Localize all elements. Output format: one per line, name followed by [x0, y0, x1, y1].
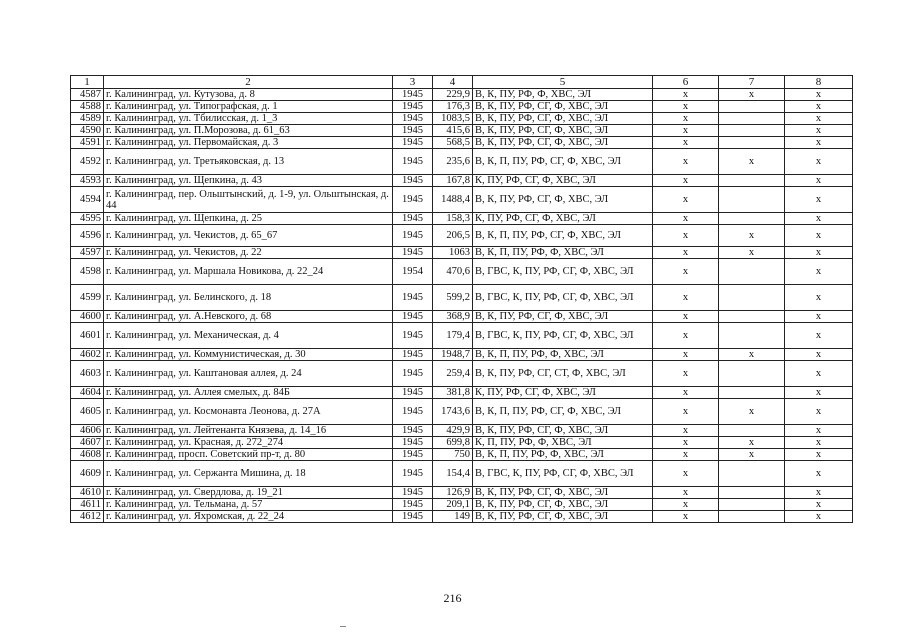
- services-cell: В, ГВС, К, ПУ, РФ, СГ, Ф, ХВС, ЭЛ: [473, 323, 653, 349]
- year-cell: 1954: [393, 259, 433, 285]
- table-row: [71, 311, 853, 323]
- column-8-cell: х: [785, 311, 853, 323]
- year-cell: 1945: [393, 187, 433, 213]
- area-cell: 568,5: [433, 137, 473, 149]
- table-row: [71, 499, 853, 511]
- services-cell: В, К, П, ПУ, РФ, Ф, ХВС, ЭЛ: [473, 449, 653, 461]
- row-number-cell: 4611: [71, 499, 104, 511]
- address-cell: г. Калининград, ул. Сержанта Мишина, д. 18: [104, 461, 393, 487]
- area-cell: 126,9: [433, 487, 473, 499]
- table-row: [71, 285, 853, 311]
- column-8-cell: х: [785, 175, 853, 187]
- address-cell: г. Калининград, ул. Щепкина, д. 25: [104, 213, 393, 225]
- table-row: [71, 101, 853, 113]
- area-cell: 229,9: [433, 89, 473, 101]
- table-row: [71, 487, 853, 499]
- area-cell: 381,8: [433, 387, 473, 399]
- area-cell: 176,3: [433, 101, 473, 113]
- column-8-cell: х: [785, 511, 853, 523]
- year-cell: 1945: [393, 311, 433, 323]
- area-cell: 429,9: [433, 425, 473, 437]
- table-row: [71, 175, 853, 187]
- area-cell: 1063: [433, 247, 473, 259]
- address-cell: г. Калининград, ул. Первомайская, д. 3: [104, 137, 393, 149]
- column-8-cell: х: [785, 425, 853, 437]
- column-6-cell: х: [653, 311, 719, 323]
- column-7-cell: [719, 137, 785, 149]
- column-7-cell: [719, 113, 785, 125]
- area-cell: 750: [433, 449, 473, 461]
- row-number-cell: 4590: [71, 125, 104, 137]
- row-number-cell: 4591: [71, 137, 104, 149]
- column-7-cell: х: [719, 149, 785, 175]
- address-cell: г. Калининград, ул. П.Морозова, д. 61_63: [104, 125, 393, 137]
- row-number-cell: 4612: [71, 511, 104, 523]
- address-cell: г. Калининград, ул. Чекистов, д. 22: [104, 247, 393, 259]
- column-6-cell: х: [653, 349, 719, 361]
- row-number-cell: 4601: [71, 323, 104, 349]
- address-cell: г. Калининград, ул. Щепкина, д. 43: [104, 175, 393, 187]
- row-number-cell: 4600: [71, 311, 104, 323]
- column-6-cell: х: [653, 425, 719, 437]
- year-cell: 1945: [393, 101, 433, 113]
- column-6-cell: х: [653, 387, 719, 399]
- row-number-cell: 4610: [71, 487, 104, 499]
- column-8-cell: х: [785, 387, 853, 399]
- address-cell: г. Калининград, ул. Тбилисская, д. 1_3: [104, 113, 393, 125]
- services-cell: В, К, ПУ, РФ, СГ, СТ, Ф, ХВС, ЭЛ: [473, 361, 653, 387]
- scan-mark: [340, 626, 346, 627]
- services-cell: К, ПУ, РФ, СГ, Ф, ХВС, ЭЛ: [473, 175, 653, 187]
- services-cell: В, К, ПУ, РФ, СГ, Ф, ХВС, ЭЛ: [473, 137, 653, 149]
- column-6-cell: х: [653, 511, 719, 523]
- address-cell: г. Калининград, ул. Тельмана, д. 57: [104, 499, 393, 511]
- table-row: [71, 89, 853, 101]
- services-cell: В, К, ПУ, РФ, СГ, Ф, ХВС, ЭЛ: [473, 125, 653, 137]
- column-7-cell: [719, 461, 785, 487]
- housing-registry-table: [70, 75, 853, 523]
- year-cell: 1945: [393, 461, 433, 487]
- row-number-cell: 4606: [71, 425, 104, 437]
- table-body: [71, 89, 853, 523]
- column-header: 1: [71, 76, 104, 89]
- column-7-cell: [719, 361, 785, 387]
- column-6-cell: х: [653, 125, 719, 137]
- services-cell: В, ГВС, К, ПУ, РФ, СГ, Ф, ХВС, ЭЛ: [473, 259, 653, 285]
- services-cell: В, К, ПУ, РФ, СГ, Ф, ХВС, ЭЛ: [473, 499, 653, 511]
- table-row: [71, 137, 853, 149]
- area-cell: 167,8: [433, 175, 473, 187]
- row-number-cell: 4605: [71, 399, 104, 425]
- services-cell: В, К, П, ПУ, РФ, СГ, Ф, ХВС, ЭЛ: [473, 149, 653, 175]
- services-cell: В, К, ПУ, РФ, СГ, Ф, ХВС, ЭЛ: [473, 311, 653, 323]
- column-7-cell: [719, 175, 785, 187]
- year-cell: 1945: [393, 89, 433, 101]
- row-number-cell: 4598: [71, 259, 104, 285]
- column-8-cell: х: [785, 437, 853, 449]
- column-7-cell: х: [719, 349, 785, 361]
- column-8-cell: х: [785, 101, 853, 113]
- area-cell: 149: [433, 511, 473, 523]
- table-row: [71, 323, 853, 349]
- table-header-row: [71, 76, 853, 89]
- column-header: 5: [473, 76, 653, 89]
- column-7-cell: х: [719, 399, 785, 425]
- column-header: 3: [393, 76, 433, 89]
- column-6-cell: х: [653, 399, 719, 425]
- year-cell: 1945: [393, 511, 433, 523]
- address-cell: г. Калининград, ул. А.Невского, д. 68: [104, 311, 393, 323]
- row-number-cell: 4597: [71, 247, 104, 259]
- table-row: [71, 399, 853, 425]
- area-cell: 368,9: [433, 311, 473, 323]
- services-cell: В, К, ПУ, РФ, СГ, Ф, ХВС, ЭЛ: [473, 101, 653, 113]
- column-8-cell: х: [785, 113, 853, 125]
- address-cell: г. Калининград, ул. Лейтенанта Князева, д. 14_16: [104, 425, 393, 437]
- area-cell: 1488,4: [433, 187, 473, 213]
- services-cell: В, ГВС, К, ПУ, РФ, СГ, Ф, ХВС, ЭЛ: [473, 461, 653, 487]
- column-7-cell: [719, 125, 785, 137]
- row-number-cell: 4593: [71, 175, 104, 187]
- year-cell: 1945: [393, 213, 433, 225]
- column-7-cell: х: [719, 247, 785, 259]
- area-cell: 158,3: [433, 213, 473, 225]
- address-cell: г. Калининград, ул. Аллея смелых, д. 84Б: [104, 387, 393, 399]
- area-cell: 209,1: [433, 499, 473, 511]
- services-cell: В, К, ПУ, РФ, СГ, Ф, ХВС, ЭЛ: [473, 113, 653, 125]
- column-7-cell: х: [719, 225, 785, 247]
- row-number-cell: 4589: [71, 113, 104, 125]
- address-cell: г. Калининград, ул. Механическая, д. 4: [104, 323, 393, 349]
- column-8-cell: х: [785, 125, 853, 137]
- address-cell: г. Калининград, ул. Типографская, д. 1: [104, 101, 393, 113]
- column-7-cell: [719, 101, 785, 113]
- year-cell: 1945: [393, 225, 433, 247]
- address-cell: г. Калининград, ул. Чекистов, д. 65_67: [104, 225, 393, 247]
- services-cell: В, К, ПУ, РФ, СГ, Ф, ХВС, ЭЛ: [473, 511, 653, 523]
- column-7-cell: х: [719, 449, 785, 461]
- area-cell: 206,5: [433, 225, 473, 247]
- table-row: [71, 449, 853, 461]
- column-6-cell: х: [653, 323, 719, 349]
- column-6-cell: х: [653, 225, 719, 247]
- year-cell: 1945: [393, 499, 433, 511]
- year-cell: 1945: [393, 175, 433, 187]
- table-row: [71, 149, 853, 175]
- services-cell: В, ГВС, К, ПУ, РФ, СГ, Ф, ХВС, ЭЛ: [473, 285, 653, 311]
- year-cell: 1945: [393, 437, 433, 449]
- address-cell: г. Калининград, ул. Космонавта Леонова, д. 27А: [104, 399, 393, 425]
- row-number-cell: 4594: [71, 187, 104, 213]
- column-8-cell: х: [785, 187, 853, 213]
- column-8-cell: х: [785, 361, 853, 387]
- services-cell: К, ПУ, РФ, СГ, Ф, ХВС, ЭЛ: [473, 213, 653, 225]
- column-6-cell: х: [653, 89, 719, 101]
- column-8-cell: х: [785, 149, 853, 175]
- area-cell: 259,4: [433, 361, 473, 387]
- table-row: [71, 247, 853, 259]
- year-cell: 1945: [393, 137, 433, 149]
- year-cell: 1945: [393, 149, 433, 175]
- services-cell: В, К, ПУ, РФ, СГ, Ф, ХВС, ЭЛ: [473, 187, 653, 213]
- table-row: [71, 511, 853, 523]
- column-7-cell: х: [719, 437, 785, 449]
- table-row: [71, 437, 853, 449]
- page-number: 216: [443, 591, 462, 605]
- column-8-cell: х: [785, 137, 853, 149]
- column-6-cell: х: [653, 449, 719, 461]
- area-cell: 699,8: [433, 437, 473, 449]
- area-cell: 1743,6: [433, 399, 473, 425]
- area-cell: 470,6: [433, 259, 473, 285]
- year-cell: 1945: [393, 349, 433, 361]
- area-cell: 154,4: [433, 461, 473, 487]
- year-cell: 1945: [393, 425, 433, 437]
- column-6-cell: х: [653, 187, 719, 213]
- column-6-cell: х: [653, 113, 719, 125]
- column-8-cell: х: [785, 225, 853, 247]
- column-6-cell: х: [653, 247, 719, 259]
- year-cell: 1945: [393, 323, 433, 349]
- table-row: [71, 349, 853, 361]
- year-cell: 1945: [393, 449, 433, 461]
- column-7-cell: [719, 511, 785, 523]
- column-8-cell: х: [785, 449, 853, 461]
- address-cell: г. Калининград, ул. Каштановая аллея, д. 24: [104, 361, 393, 387]
- column-7-cell: [719, 285, 785, 311]
- row-number-cell: 4599: [71, 285, 104, 311]
- column-8-cell: х: [785, 285, 853, 311]
- column-8-cell: х: [785, 487, 853, 499]
- column-6-cell: х: [653, 499, 719, 511]
- row-number-cell: 4609: [71, 461, 104, 487]
- column-6-cell: х: [653, 175, 719, 187]
- year-cell: 1945: [393, 399, 433, 425]
- column-6-cell: х: [653, 361, 719, 387]
- column-6-cell: х: [653, 437, 719, 449]
- services-cell: В, К, П, ПУ, РФ, Ф, ХВС, ЭЛ: [473, 247, 653, 259]
- address-cell: г. Калининград, ул. Свердлова, д. 19_21: [104, 487, 393, 499]
- column-7-cell: [719, 499, 785, 511]
- column-7-cell: [719, 323, 785, 349]
- services-cell: В, К, П, ПУ, РФ, Ф, ХВС, ЭЛ: [473, 349, 653, 361]
- column-8-cell: х: [785, 399, 853, 425]
- services-cell: В, К, ПУ, РФ, Ф, ХВС, ЭЛ: [473, 89, 653, 101]
- column-header: 6: [653, 76, 719, 89]
- table-row: [71, 213, 853, 225]
- row-number-cell: 4595: [71, 213, 104, 225]
- table-row: [71, 225, 853, 247]
- row-number-cell: 4604: [71, 387, 104, 399]
- table-row: [71, 125, 853, 137]
- row-number-cell: 4592: [71, 149, 104, 175]
- column-7-cell: [719, 187, 785, 213]
- address-cell: г. Калининград, ул. Третьяковская, д. 13: [104, 149, 393, 175]
- column-6-cell: х: [653, 101, 719, 113]
- table-row: [71, 361, 853, 387]
- address-cell: г. Калининград, ул. Белинского, д. 18: [104, 285, 393, 311]
- column-7-cell: х: [719, 89, 785, 101]
- services-cell: К, П, ПУ, РФ, Ф, ХВС, ЭЛ: [473, 437, 653, 449]
- column-7-cell: [719, 213, 785, 225]
- address-cell: г. Калининград, ул. Маршала Новикова, д. 22_24: [104, 259, 393, 285]
- column-6-cell: х: [653, 137, 719, 149]
- area-cell: 599,2: [433, 285, 473, 311]
- year-cell: 1945: [393, 361, 433, 387]
- year-cell: 1945: [393, 487, 433, 499]
- table-row: [71, 187, 853, 213]
- column-7-cell: [719, 311, 785, 323]
- column-6-cell: х: [653, 213, 719, 225]
- column-8-cell: х: [785, 213, 853, 225]
- column-6-cell: х: [653, 461, 719, 487]
- services-cell: К, ПУ, РФ, СГ, Ф, ХВС, ЭЛ: [473, 387, 653, 399]
- table-row: [71, 425, 853, 437]
- area-cell: 415,6: [433, 125, 473, 137]
- row-number-cell: 4602: [71, 349, 104, 361]
- row-number-cell: 4596: [71, 225, 104, 247]
- column-7-cell: [719, 487, 785, 499]
- column-8-cell: х: [785, 89, 853, 101]
- table-row: [71, 259, 853, 285]
- address-cell: г. Калининград, просп. Советский пр-т, д. 80: [104, 449, 393, 461]
- column-header: 2: [104, 76, 393, 89]
- year-cell: 1945: [393, 125, 433, 137]
- services-cell: В, К, ПУ, РФ, СГ, Ф, ХВС, ЭЛ: [473, 487, 653, 499]
- area-cell: 235,6: [433, 149, 473, 175]
- row-number-cell: 4603: [71, 361, 104, 387]
- address-cell: г. Калининград, ул. Яхромская, д. 22_24: [104, 511, 393, 523]
- column-8-cell: х: [785, 247, 853, 259]
- area-cell: 1948,7: [433, 349, 473, 361]
- year-cell: 1945: [393, 285, 433, 311]
- row-number-cell: 4608: [71, 449, 104, 461]
- year-cell: 1945: [393, 387, 433, 399]
- services-cell: В, К, П, ПУ, РФ, СГ, Ф, ХВС, ЭЛ: [473, 399, 653, 425]
- address-cell: г. Калининград, ул. Красная, д. 272_274: [104, 437, 393, 449]
- column-7-cell: [719, 259, 785, 285]
- year-cell: 1945: [393, 113, 433, 125]
- column-8-cell: х: [785, 323, 853, 349]
- services-cell: В, К, ПУ, РФ, СГ, Ф, ХВС, ЭЛ: [473, 425, 653, 437]
- column-header: 8: [785, 76, 853, 89]
- area-cell: 179,4: [433, 323, 473, 349]
- column-7-cell: [719, 387, 785, 399]
- column-6-cell: х: [653, 285, 719, 311]
- area-cell: 1083,5: [433, 113, 473, 125]
- column-6-cell: х: [653, 487, 719, 499]
- row-number-cell: 4607: [71, 437, 104, 449]
- year-cell: 1945: [393, 247, 433, 259]
- address-cell: г. Калининград, ул. Кутузова, д. 8: [104, 89, 393, 101]
- column-8-cell: х: [785, 461, 853, 487]
- column-6-cell: х: [653, 149, 719, 175]
- column-8-cell: х: [785, 349, 853, 361]
- table-row: [71, 461, 853, 487]
- column-header: 4: [433, 76, 473, 89]
- column-8-cell: х: [785, 259, 853, 285]
- row-number-cell: 4588: [71, 101, 104, 113]
- services-cell: В, К, П, ПУ, РФ, СГ, Ф, ХВС, ЭЛ: [473, 225, 653, 247]
- address-cell: г. Калининград, пер. Ольштынский, д. 1-9, ул. Ольштынская, д. 44: [104, 187, 393, 213]
- row-number-cell: 4587: [71, 89, 104, 101]
- column-header: 7: [719, 76, 785, 89]
- column-6-cell: х: [653, 259, 719, 285]
- table-row: [71, 387, 853, 399]
- column-7-cell: [719, 425, 785, 437]
- column-8-cell: х: [785, 499, 853, 511]
- address-cell: г. Калининград, ул. Коммунистическая, д. 30: [104, 349, 393, 361]
- table-row: [71, 113, 853, 125]
